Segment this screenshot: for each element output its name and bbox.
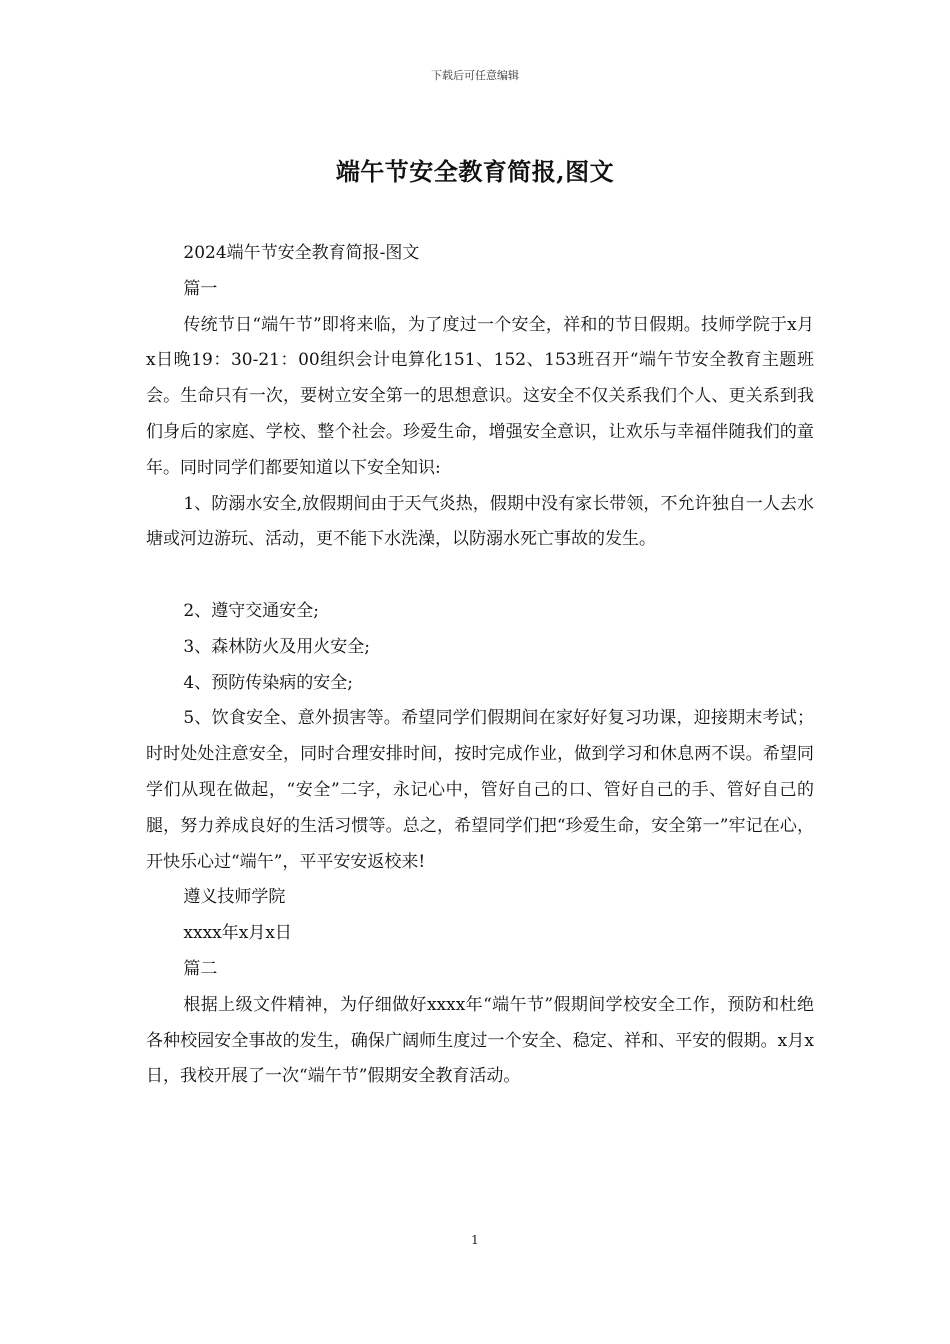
- section-2-paragraph: 根据上级文件精神，为仔细做好xxxx年“端午节”假期间学校安全工作，预防和杜绝各种校园安全事故的发生，确保广阔师生度过一个安全、稳定、祥和、平安的假期。x月x日，我校开展了一次“端午节”假期安全教育活动。: [146, 994, 814, 1087]
- signature-date: xxxx年x月x日: [183, 923, 292, 944]
- intro-paragraph: 传统节日“端午节”即将来临，为了度过一个安全，祥和的节日假期。技师学院于x月x日晚19：30-21：00组织会计电算化151、152、153班召开“端午节安全教育主题班会。生命只有一次，要树立安全第一的思想意识。这安全不仅关系我们个人、更关系到我们身后的家庭、学校、整个社会。珍爱生命，增强安全意识，让欢乐与幸福伴随我们的童年。同时同学们都要知道以下安全知识:: [146, 314, 814, 478]
- safety-item-2: 2、遵守交通安全;: [183, 600, 319, 621]
- section-heading-2: 篇二: [183, 958, 218, 979]
- document-body: [146, 236, 814, 1095]
- signature-organization: 遵义技师学院: [183, 887, 286, 908]
- safety-item-3: 3、森林防火及用火安全;: [183, 636, 370, 657]
- safety-item-1: 1、防溺水安全,放假期间由于天气炎热，假期中没有家长带领，不允许独自一人去水塘或河边游玩、活动，更不能下水洗澡，以防溺水死亡事故的发生。: [146, 493, 814, 550]
- safety-item-4: 4、预防传染病的安全;: [183, 672, 353, 693]
- page-number: 1: [471, 1233, 479, 1247]
- subtitle-paragraph: 2024端午节安全教育简报-图文: [183, 243, 420, 263]
- document-title: 端午节安全教育简报,图文: [335, 157, 615, 186]
- blank-line: [146, 558, 814, 594]
- safety-item-5: 5、饮食安全、意外损害等。希望同学们假期间在家好好复习功课，迎接期末考试；时时处处注意安全，同时合理安排时间，按时完成作业，做到学习和休息两不误。希望同学们从现在做起，“安全”二字，永记心中，管好自己的口、管好自己的手、管好自己的腿，努力养成良好的生活习惯等。总之，希望同学们把“珍爱生命，安全第一”牢记在心，开快乐心过“端午”，平平安安返校来!: [146, 708, 814, 872]
- section-heading-1: 篇一: [183, 278, 218, 299]
- header-note: 下载后可任意编辑: [431, 69, 519, 82]
